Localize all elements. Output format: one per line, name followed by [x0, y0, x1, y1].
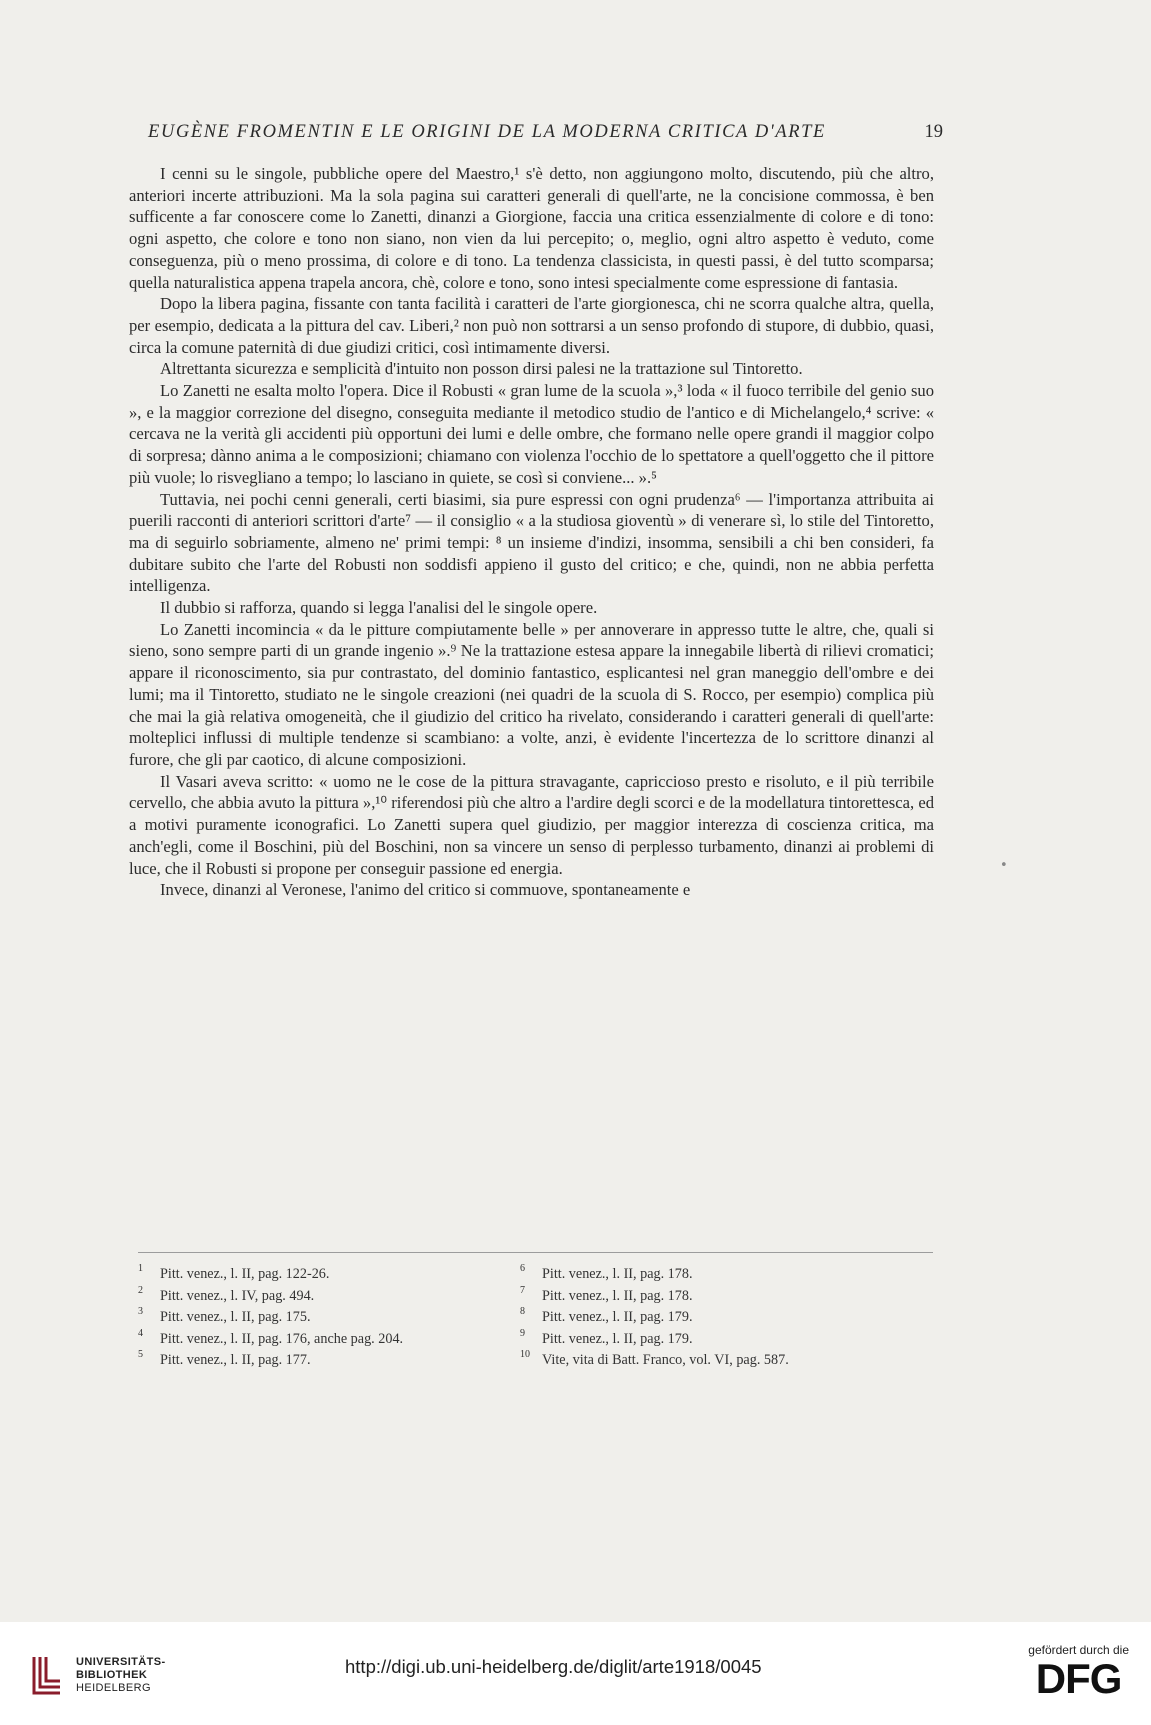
footnote-number: 9	[520, 1327, 525, 1339]
paragraph: Il dubbio si rafforza, quando si legga l'analisi del le singole opere.	[160, 598, 598, 618]
footnote-text: Pitt. venez., l. II, pag. 179.	[542, 1330, 693, 1347]
permalink-url[interactable]: http://digi.ub.uni-heidelberg.de/diglit/arte1918/0045	[345, 1656, 762, 1677]
paragraph: Il Vasari aveva scritto: « uomo ne le cose de la pittura stravagante, capriccioso presto e risoluto, e il più terribile cervello, che abbia avuto la pittura »,¹⁰ riferendosi più che altro a l'ardire degli scorci e de la modellatura tintorettesca, ed a motivi puramente iconografici. Lo Zanetti supera quel giudizio, per maggior interezza di coscienza critica, ma anch'egli, come il Boschini, più del Boschini, non sa vincere un senso di perplesso turbamento, dinanzi ai problemi di luce, che il Robusti si propone per conseguir passione ed energia.	[129, 771, 934, 878]
footnote-number: 3	[138, 1306, 143, 1317]
page-number: 19	[924, 122, 943, 142]
footnotes-right	[520, 1264, 940, 1372]
paragraph: I cenni su le singole, pubbliche opere del Maestro,¹ s'è detto, non aggiungono molto, discutendo, più che altro, anteriori incerte attribuzioni. Ma la sola pagina sui caratteri generali di quell'arte, ne la concisione commossa, è ben sufficente a far conoscere come lo Zanetti, dinanzi a Giorgione, faccia una critica essenzialmente di colore e di tono: ogni aspetto, che colore e tono non siano, non vien da lui percepito; o, meglio, ogni altro aspetto è veduto, come conseguenza, più o meno prossima, di colore e di tono. La tendenza classicista, in questi passi, è del tutto scomparsa; quella naturalistica appena trapela ancora, chè, colore e tono, sono intesi specialmente come espressione di fantasia.	[129, 164, 934, 292]
margin-mark: •	[1000, 858, 1008, 873]
library-logo[interactable]	[28, 1655, 166, 1695]
running-title: EUGÈNE FROMENTIN E LE ORIGINI DE LA MODERNA CRITICA D'ARTE	[148, 122, 826, 142]
body-text	[129, 163, 934, 901]
footnote-number: 10	[520, 1349, 530, 1360]
footnote	[520, 1329, 940, 1351]
running-header	[148, 122, 943, 143]
footnote-text: Pitt. venez., l. II, pag. 175.	[160, 1309, 311, 1325]
dfg-logo[interactable]	[1028, 1643, 1129, 1701]
footnotes-left	[138, 1264, 518, 1372]
footnote-number: 2	[138, 1284, 143, 1296]
library-line-2: BIBLIOTHEK	[76, 1668, 148, 1681]
library-emblem-icon	[28, 1655, 66, 1695]
footnote	[520, 1286, 940, 1308]
paragraph: Lo Zanetti incomincia « da le pitture compiutamente belle » per annoverare in appresso tutte le altre, che, quali si sieno, sono sempre parti di un grande ingenio ».⁹ Ne la trattazione estesa appare la innegabile libertà di rilievi cromatici; appare il riconoscimento, sia pur contrastato, del dominio fantastico, esplicantesi nel gran maneggio dell'ombre e dei lumi; ma il Tintoretto, studiato ne le singole creazioni (nei quadri de la scuola di S. Rocco, per esempio) complica più che mai la già relativa omogeneità, che il giudizio del critico ha rivelato, considerando i caratteri generali di quell'arte: molteplici influssi di multiple tendenze si scambiano: a volte, anzi, è evidente l'incertezza de lo scrittore dinanzi al furore, che gli par caotico, di alcune composizioni.	[129, 619, 934, 769]
footnote	[138, 1264, 518, 1286]
library-name	[76, 1656, 166, 1695]
footnote	[138, 1286, 518, 1308]
footnote	[520, 1350, 940, 1372]
footnote-number: 5	[138, 1349, 143, 1360]
dfg-wordmark: DFG	[1035, 1655, 1122, 1702]
footnote-number: 8	[520, 1306, 525, 1317]
footnote	[138, 1329, 518, 1351]
footnote-text: Pitt. venez., l. II, pag. 176, anche pag. 204.	[160, 1330, 404, 1347]
paragraph: Dopo la libera pagina, fissante con tanta facilità i caratteri de l'arte giorgionesca, chi ne scorra qualche altra, quella, per esempio, dedicata a la pittura del cav. Liberi,² non può non sottrarsi a un senso profondo di stupore, di dubbio, quasi, circa la comune paternità di due giudizi critici, così intimamente diversi.	[129, 294, 934, 357]
footnote-text: Pitt. venez., l. II, pag. 179.	[542, 1309, 693, 1325]
paragraph: Invece, dinanzi al Veronese, l'animo del critico si commuove, spontaneamente e	[160, 880, 691, 900]
footnote-number: 1	[138, 1263, 143, 1274]
footnote-text: Pitt. venez., l. II, pag. 178.	[542, 1287, 693, 1304]
footnote-rule	[138, 1252, 933, 1253]
footnote-number: 7	[520, 1284, 525, 1296]
footnote-text: Pitt. venez., l. II, pag. 178.	[542, 1266, 693, 1282]
library-line-1: UNIVERSITÄTS-	[76, 1655, 166, 1668]
footnote-number: 6	[520, 1263, 525, 1274]
footnote	[520, 1264, 940, 1286]
footnote	[138, 1307, 518, 1329]
funding-text: gefördert durch die	[1028, 1643, 1129, 1657]
footnote-number: 4	[138, 1327, 143, 1339]
footnote	[138, 1350, 518, 1372]
footnote-text: Pitt. venez., l. II, pag. 177.	[160, 1352, 311, 1368]
paragraph: Altrettanta sicurezza e semplicità d'intuito non posson dirsi palesi ne la trattazione sul Tintoretto.	[160, 359, 803, 379]
footnote-text: Pitt. venez., l. IV, pag. 494.	[160, 1287, 315, 1304]
footnote	[520, 1307, 940, 1329]
footnote-text: Pitt. venez., l. II, pag. 122-26.	[160, 1266, 330, 1282]
paragraph: Tuttavia, nei pochi cenni generali, certi biasimi, sia pure espressi con ogni prudenza⁶ — l'importanza attribuita ai puerili racconti di anteriori scrittori d'arte⁷ — il consiglio « a la studiosa gioventù » di venerare sì, lo stile del Tintoretto, ma di seguirlo sobriamente, almeno ne' primi tempi: ⁸ un insieme d'indizi, insomma, sensibili a chi ben consideri, fa dubitare subito che l'arte del Robusti non soddisfi appieno il gusto del critico; e che, quindi, non ne abbia perfetta intelligenza.	[129, 489, 934, 596]
footnote-text: Vite, vita di Batt. Franco, vol. VI, pag. 587.	[542, 1352, 789, 1368]
library-line-3: HEIDELBERG	[76, 1681, 151, 1694]
paragraph: Lo Zanetti ne esalta molto l'opera. Dice il Robusti « gran lume de la scuola »,³ loda « il fuoco terribile del genio suo », e la maggior correzione del disegno, conseguita mediante il metodico studio de l'antico e di Michelangelo,⁴ scrive: « cercava ne la verità gli accidenti più opportuni dei lumi e delle ombre, che formano nelle opere grandi il maggior colpo di sorpresa; dànno anima a le composizioni; chiamano con violenza l'occhio de lo spettatore a quell'oggetto che il pittore più vuole; lo risvegliano a tempo; lo lasciano in quiete, se così si conviene... ».⁵	[129, 381, 934, 487]
